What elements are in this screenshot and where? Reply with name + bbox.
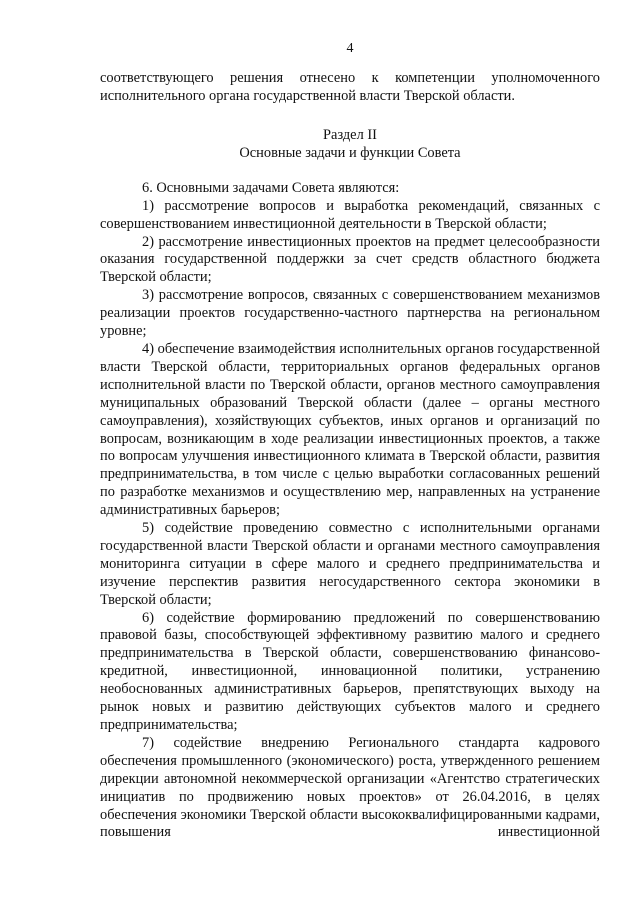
list-item-7: 7) содействие внедрению Регионального стандарта кадрового обеспечения промышленного (экономического) роста, утвержденного решением дирекции автономной некоммерческой организации «Агентство стратегических инициатив по продвижению новых проектов» от 26.04.2016, в целях обеспечения экономики Тверской области высококвалифицированными кадрами, повышения инвестиционной xyxy=(100,734,600,841)
list-item-4: 4) обеспечение взаимодействия исполнительных органов государственной власти Тверской области, территориальных органов федеральных органов исполнительной власти по Тверской области, органов местного самоуправления муниципальных образований Тверской области (далее – органы местного самоуправления), хозяйствующих субъектов, иных органов и организаций по вопросам, возникающим в ходе реализации инвестиционных проектов, а также по вопросам улучшения инвестиционного климата в Тверской области, развития предпринимательства, в том числе с целью выработки согласованных решений по разработке механизмов и осуществлению мер, направленных на устранение административных барьеров; xyxy=(100,340,600,519)
lead-paragraph: 6. Основными задачами Совета являются: xyxy=(142,179,400,196)
list-item-2: 2) рассмотрение инвестиционных проектов на предмет целесообразности оказания государственной поддержки за счет средств областного бюджета Тверской области; xyxy=(100,233,600,286)
list-item-1: 1) рассмотрение вопросов и выработка рекомендаций, связанных с совершенствованием инвестиционной деятельности в Тверской области; xyxy=(100,197,600,232)
list-item-5: 5) содействие проведению совместно с исполнительными органами государственной власти Тверской области и органами местного самоуправления мониторинга ситуации в сфере малого и среднего предпринимательства и изучение перспектив развития негосударственного сектора экономики в Тверской области; xyxy=(100,520,600,608)
list-item-6: 6) содействие формированию предложений по совершенствованию правовой базы, способствующей эффективному развитию малого и среднего предпринимательства в Тверской области, совершенствованию финансово-кредитной, инвестиционной, инновационной политики, устранению необоснованных административных барьеров, препятствующих выходу на рынок новых и развитию действующих субъектов малого и среднего предпринимательства; xyxy=(100,609,600,733)
section-title: Раздел II xyxy=(323,126,377,143)
section-subtitle: Основные задачи и функции Совета xyxy=(239,144,461,161)
page-number: 4 xyxy=(346,41,354,56)
intro-paragraph: соответствующего решения отнесено к компетенции уполномоченного исполнительного органа государственной власти Тверской области. xyxy=(100,70,600,104)
list-item-3: 3) рассмотрение вопросов, связанных с совершенствованием механизмов реализации проектов государственно-частного партнерства на региональном уровне; xyxy=(100,287,600,340)
